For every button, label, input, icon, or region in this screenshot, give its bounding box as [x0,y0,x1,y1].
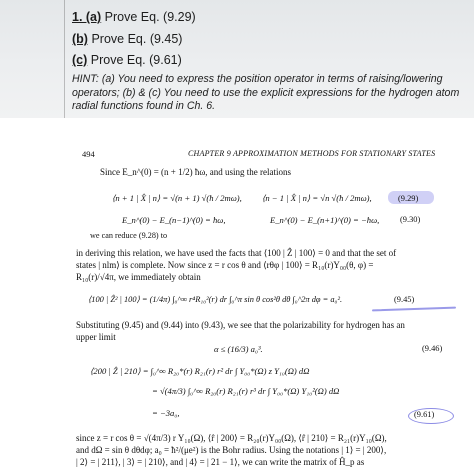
eq945-label: (9.45) [394,295,415,304]
question-a-text: Prove Eq. (9.29) [104,10,196,24]
eq961-line1: ⟨200 | Ẑ | 210⟩ = ∫₀^∞ R₂₀*(r) R₂₁(r) r² dr ∫ Y₀₀*(Ω) z Y₁₀(Ω) dΩ [90,366,310,376]
eq961-line3: = −3a₀, [152,408,180,418]
eq930-label: (9.30) [400,215,421,224]
hint-text: HINT: (a) You need to express the position operator in terms of raising/lowering operators; (b) & (c) You need to use the explicit expressions for the hydrogen atom radial functions found in Ch. 6. [72,73,460,112]
question-c [72,53,182,67]
page-number: 494 [82,149,95,159]
question-a-label: 1. (a) [72,10,102,24]
para3-line3: | 2⟩ = | 211⟩, | 3⟩ = | 210⟩, and | 4⟩ = | 21 − 1⟩, we can write the matrix of Ĥ_p as [76,457,365,467]
margin-line [64,0,65,118]
para2-line1: Substituting (9.45) and (9.44) into (9.43), we see that the polarizability for hydrogen has an [76,320,405,330]
para1-line1: in deriving this relation, we have used the facts that ⟨100 | Ẑ | 100⟩ = 0 and that the set of [76,248,397,258]
question-panel [0,0,474,118]
eq929-left: ⟨n + 1 | X̂ | n⟩ = √(n + 1) √(ħ / 2mω), [112,193,242,203]
question-a [72,10,196,24]
textbook-page [0,118,474,468]
para1-line3: R₁₀(r)/√4π, we immediately obtain [76,272,201,282]
eq946-label: (9.46) [422,344,443,353]
para3-line2: and dΩ = sin θ dθdφ; a₀ = ħ²/(μe²) is the Bohr radius. Using the notations | 1⟩ = | 200⟩, [76,445,387,455]
reduce-line: we can reduce (9.28) to [90,231,168,240]
eq929-label: (9.29) [398,194,419,203]
eq961-line2: = √(4π/3) ∫₀^∞ R₂₀(r) R₂₁(r) r³ dr ∫ Y₀₀*(Ω) Y₁₀²(Ω) dΩ [152,386,340,396]
eq929-right: ⟨n − 1 | X̂ | n⟩ = √n √(ħ / 2mω), [262,193,372,203]
highlight-945-stroke [372,307,456,312]
para1-line2: states | nlm⟩ is complete. Now since z = r cos θ and ⟨rθφ | 100⟩ = R₁₀(r)Y₀₀(θ, φ) = [76,260,374,270]
question-b-text: Prove Eq. (9.45) [91,32,183,46]
question-b [72,32,182,46]
eq930-left: E_n^(0) − E_(n−1)^(0) = ħω, [122,215,226,225]
running-header: CHAPTER 9 APPROXIMATION METHODS FOR STATIONARY STATES [188,149,436,158]
since-line: Since E_n^(0) = (n + 1/2) ħω, and using the relations [100,167,292,177]
eq930-right: E_n^(0) − E_(n+1)^(0) = −ħω, [270,215,380,225]
question-b-label: (b) [72,32,88,46]
question-c-label: (c) [72,53,88,67]
eq961-label: (9.61) [414,410,435,419]
eq945: ⟨100 | Ẑ² | 100⟩ = (1/4π) ∫₀^∞ r⁴R₁₀²(r) dr ∫₀^π sin θ cos²θ dθ ∫₀^2π dφ = a₀². [88,295,343,304]
question-c-text: Prove Eq. (9.61) [90,53,182,67]
para2-line2: upper limit [76,332,116,342]
para3-line1: since z = r cos θ = √(4π/3) r Y₁₀(Ω), ⟨r̂ | 200⟩ = R₂₀(r)Y₀₀(Ω), ⟨r̂ | 210⟩ = R₂₁(r)Y₁₀(Ω), [76,433,387,443]
eq946: α ≤ (16/3) a₀³. [214,344,263,354]
